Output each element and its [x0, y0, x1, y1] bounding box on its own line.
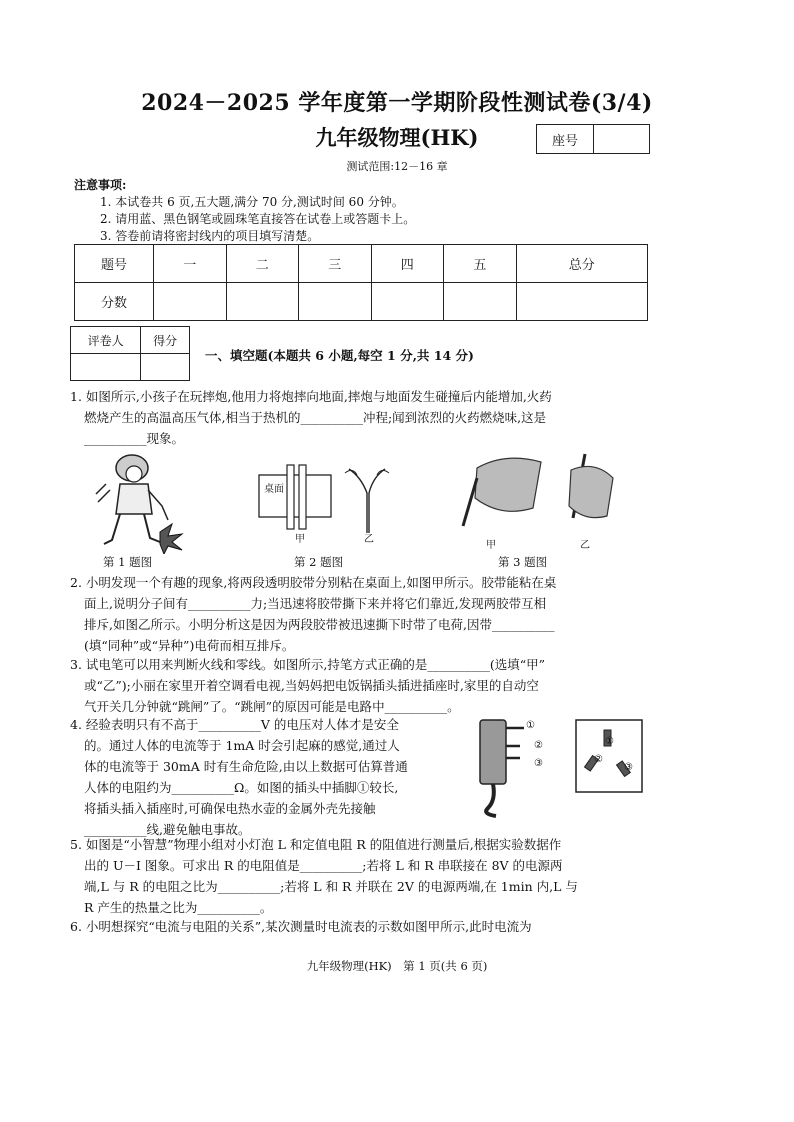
- score-cell[interactable]: [444, 283, 517, 321]
- socket-hole-1-label: ①: [605, 736, 614, 747]
- score-table-header-row: [75, 245, 648, 283]
- score-header-cell: 题号: [75, 245, 154, 283]
- exam-title: 2024－2025 学年度第一学期阶段性测试卷(3/4): [141, 90, 653, 116]
- plug-pin-1-label: ①: [526, 720, 535, 731]
- score-header-cell: 二: [226, 245, 299, 283]
- score-header-cell: 总分: [516, 245, 647, 283]
- question-1: [70, 386, 650, 449]
- question-line: R 产生的热量之比为__________。: [84, 900, 273, 915]
- notice-item: 2. 请用蓝、黑色钢笔或圆珠笔直接答在试卷上或答题卡上。: [100, 212, 416, 226]
- score-cell[interactable]: [371, 283, 444, 321]
- score-cell[interactable]: [516, 283, 647, 321]
- question-line: 排斥,如图乙所示。小明分析这是因为两段胶带被迅速撕下时带了电荷,因带__________: [84, 617, 555, 632]
- test-range: 测试范围:12－16 章: [346, 160, 448, 173]
- socket-hole-3-label: ③: [624, 762, 633, 773]
- figure-3-test-pens: [455, 448, 645, 534]
- seat-label: 座号: [537, 125, 594, 153]
- question-line: 面上,说明分子间有__________力;当迅速将胶带撕下来并将它们靠近,发现两胶带互相: [84, 596, 547, 611]
- score-header-cell: 四: [371, 245, 444, 283]
- question-line: 出的 U－I 图象。可求出 R 的电阻值是__________;若将 L 和 R 串联接在 8V 的电源两: [84, 858, 563, 873]
- question-line: 4. 经验表明只有不高于__________V 的电压对人体才是安全: [70, 717, 399, 732]
- section-heading: 一、填空题(本题共 6 小题,每空 1 分,共 14 分): [205, 348, 474, 363]
- score-cell[interactable]: [299, 283, 372, 321]
- question-2: [70, 572, 650, 656]
- question-line: __________线,避免触电事故。: [84, 822, 251, 837]
- seat-number-field[interactable]: [594, 125, 649, 153]
- question-line: 的。通过人体的电流等于 1mA 时会引起麻的感觉,通过人: [84, 738, 400, 753]
- socket-figure: [574, 718, 646, 796]
- question-line: 人体的电阻约为__________Ω。如图的插头中插脚①较长,: [84, 780, 399, 795]
- question-4: [70, 714, 470, 840]
- fig2-yi-label: 乙: [364, 534, 374, 545]
- fig3-jia-label: 甲: [486, 540, 496, 551]
- question-line: 5. 如图是“小智慧”物理小组对小灯泡 L 和定值电阻 R 的阻值进行测量后,根据实验数据作: [70, 837, 562, 852]
- question-6: [70, 916, 650, 937]
- grader-table: [70, 326, 190, 381]
- score-header-cell: 五: [444, 245, 517, 283]
- notice-item: 1. 本试卷共 6 页,五大题,满分 70 分,测试时间 60 分钟。: [100, 195, 404, 209]
- question-line: __________现象。: [84, 431, 185, 446]
- question-line: 燃烧产生的高温高压气体,相当于热机的__________冲程;闻到浓烈的火药燃烧味,这是: [84, 410, 547, 425]
- notice-heading: 注意事项:: [74, 178, 127, 192]
- figure-3-caption: 第 3 题图: [498, 555, 548, 569]
- score-header-cell: 一: [154, 245, 227, 283]
- fig2-jia-label: 甲: [295, 534, 305, 545]
- grader-cell[interactable]: [71, 354, 141, 381]
- score-table: [74, 244, 648, 321]
- grader-score-cell[interactable]: [141, 354, 190, 381]
- score-label: 得分: [141, 327, 190, 354]
- question-line: 气开关几分钟就“跳闸”了。“跳闸”的原因可能是电路中__________。: [84, 699, 460, 714]
- question-line: 1. 如图所示,小孩子在玩摔炮,他用力将炮摔向地面,摔炮与地面发生碰撞后内能增加,火药: [70, 389, 552, 404]
- score-row-label: 分数: [75, 283, 154, 321]
- question-line: 6. 小明想探究“电流与电阻的关系”,某次测量时电流表的示数如图甲所示,此时电流为: [70, 919, 532, 934]
- fig2-desk-label: 桌面: [264, 484, 284, 495]
- seat-number-box: [536, 124, 650, 154]
- notice-item: 3. 答卷前请将密封线内的项目填写清楚。: [100, 229, 320, 243]
- figure-1-child-firecracker: [90, 452, 190, 554]
- score-table-row: [75, 283, 648, 321]
- question-line: 端,L 与 R 的电阻之比为__________;若将 L 和 R 并联在 2V 的电源两端,在 1min 内,L 与: [84, 879, 578, 894]
- question-line: 将插头插入插座时,可确保电热水壶的金属外壳先接触: [84, 801, 376, 816]
- figure-1-caption: 第 1 题图: [103, 555, 153, 569]
- plug-pin-3-label: ③: [534, 758, 543, 769]
- question-line: 3. 试电笔可以用来判断火线和零线。如图所示,持笔方式正确的是__________(选填“甲”: [70, 657, 546, 672]
- question-line: 2. 小明发现一个有趣的现象,将两段透明胶带分别粘在桌面上,如图甲所示。胶带能粘在桌: [70, 575, 557, 590]
- question-5: [70, 834, 650, 918]
- score-header-cell: 三: [299, 245, 372, 283]
- socket-hole-2-label: ②: [594, 754, 603, 765]
- score-cell[interactable]: [154, 283, 227, 321]
- page-footer: 九年级物理(HK) 第 1 页(共 6 页): [306, 959, 488, 973]
- exam-subtitle: 九年级物理(HK): [315, 125, 479, 150]
- question-line: 体的电流等于 30mA 时有生命危险,由以上数据可估算普通: [84, 759, 408, 774]
- figure-2-tapes: [257, 463, 397, 543]
- plug-pin-2-label: ②: [534, 740, 543, 751]
- score-cell[interactable]: [226, 283, 299, 321]
- grader-label: 评卷人: [71, 327, 141, 354]
- figure-2-caption: 第 2 题图: [294, 555, 344, 569]
- fig3-yi-label: 乙: [580, 540, 590, 551]
- question-3: [70, 654, 650, 717]
- question-line: 或“乙”);小丽在家里开着空调看电视,当妈妈把电饭锅插头插进插座时,家里的自动空: [84, 678, 539, 693]
- question-line: (填“同种”或“异种”)电荷而相互排斥。: [84, 638, 295, 653]
